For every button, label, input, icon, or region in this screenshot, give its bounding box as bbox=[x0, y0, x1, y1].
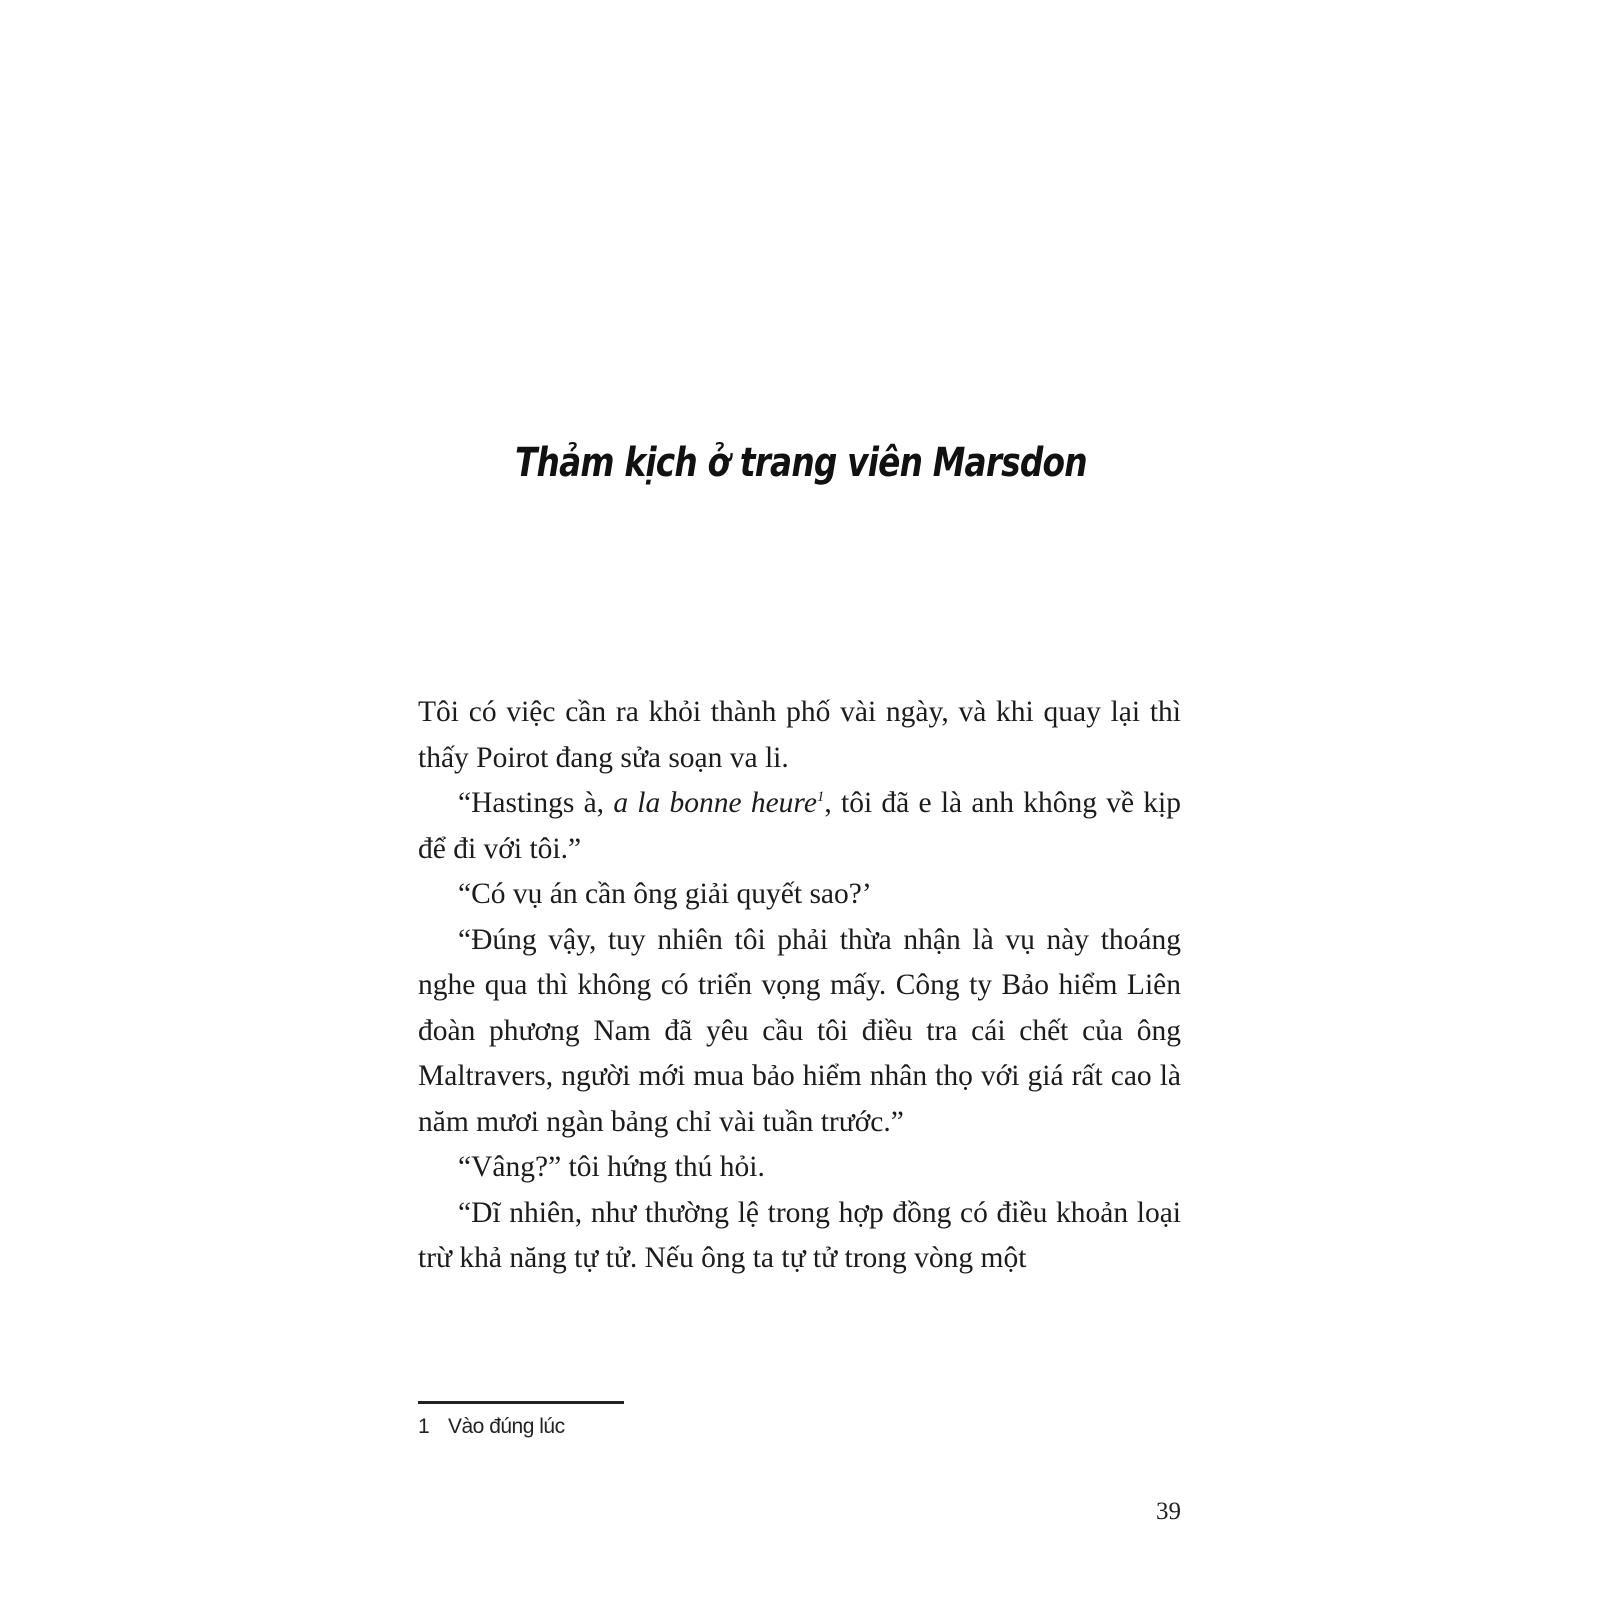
paragraph-6: “Dĩ nhiên, như thường lệ trong hợp đồng có điều khoản loại trừ khả năng tự tử. Nếu ông ta tự tử trong vòng một bbox=[418, 1196, 1181, 1274]
french-phrase: a la bonne heure bbox=[613, 787, 817, 819]
footnote-text: Vào đúng lúc bbox=[448, 1415, 565, 1438]
paragraph-1: Tôi có việc cần ra khỏi thành phố vài ngày, và khi quay lại thì thấy Poirot đang sửa soạn va li. bbox=[418, 696, 1181, 774]
paragraph-2-end: , tôi đã e là anh không về kịp để đi với tôi.” bbox=[418, 787, 1182, 865]
paragraph-3: “Có vụ án cần ông giải quyết sao?’ bbox=[458, 878, 872, 910]
footnote-number: 1 bbox=[418, 1415, 430, 1438]
chapter-title: Thảm kịch ở trang viên Marsdon bbox=[515, 440, 1087, 486]
paragraph-2-start: “Hastings à, bbox=[458, 787, 614, 819]
page-number: 39 bbox=[1156, 1498, 1181, 1525]
body-text bbox=[418, 690, 1181, 1282]
footnote-reference[interactable]: 1 bbox=[816, 789, 825, 806]
footnote-divider bbox=[418, 1401, 624, 1404]
footnote bbox=[418, 1415, 565, 1439]
paragraph-5: “Vâng?” tôi hứng thú hỏi. bbox=[458, 1151, 765, 1183]
paragraph-2 bbox=[418, 781, 1181, 872]
paragraph-4: “Đúng vậy, tuy nhiên tôi phải thừa nhận là vụ này thoáng nghe qua thì không có triển vọng mấy. Công ty Bảo hiểm Liên đoàn phương Nam đã yêu cầu tôi điều tra cái chết của ông Maltravers, người mới mua bảo hiểm nhân thọ với giá rất cao là năm mươi ngàn bảng chỉ vài tuần trước.” bbox=[418, 923, 1181, 1138]
